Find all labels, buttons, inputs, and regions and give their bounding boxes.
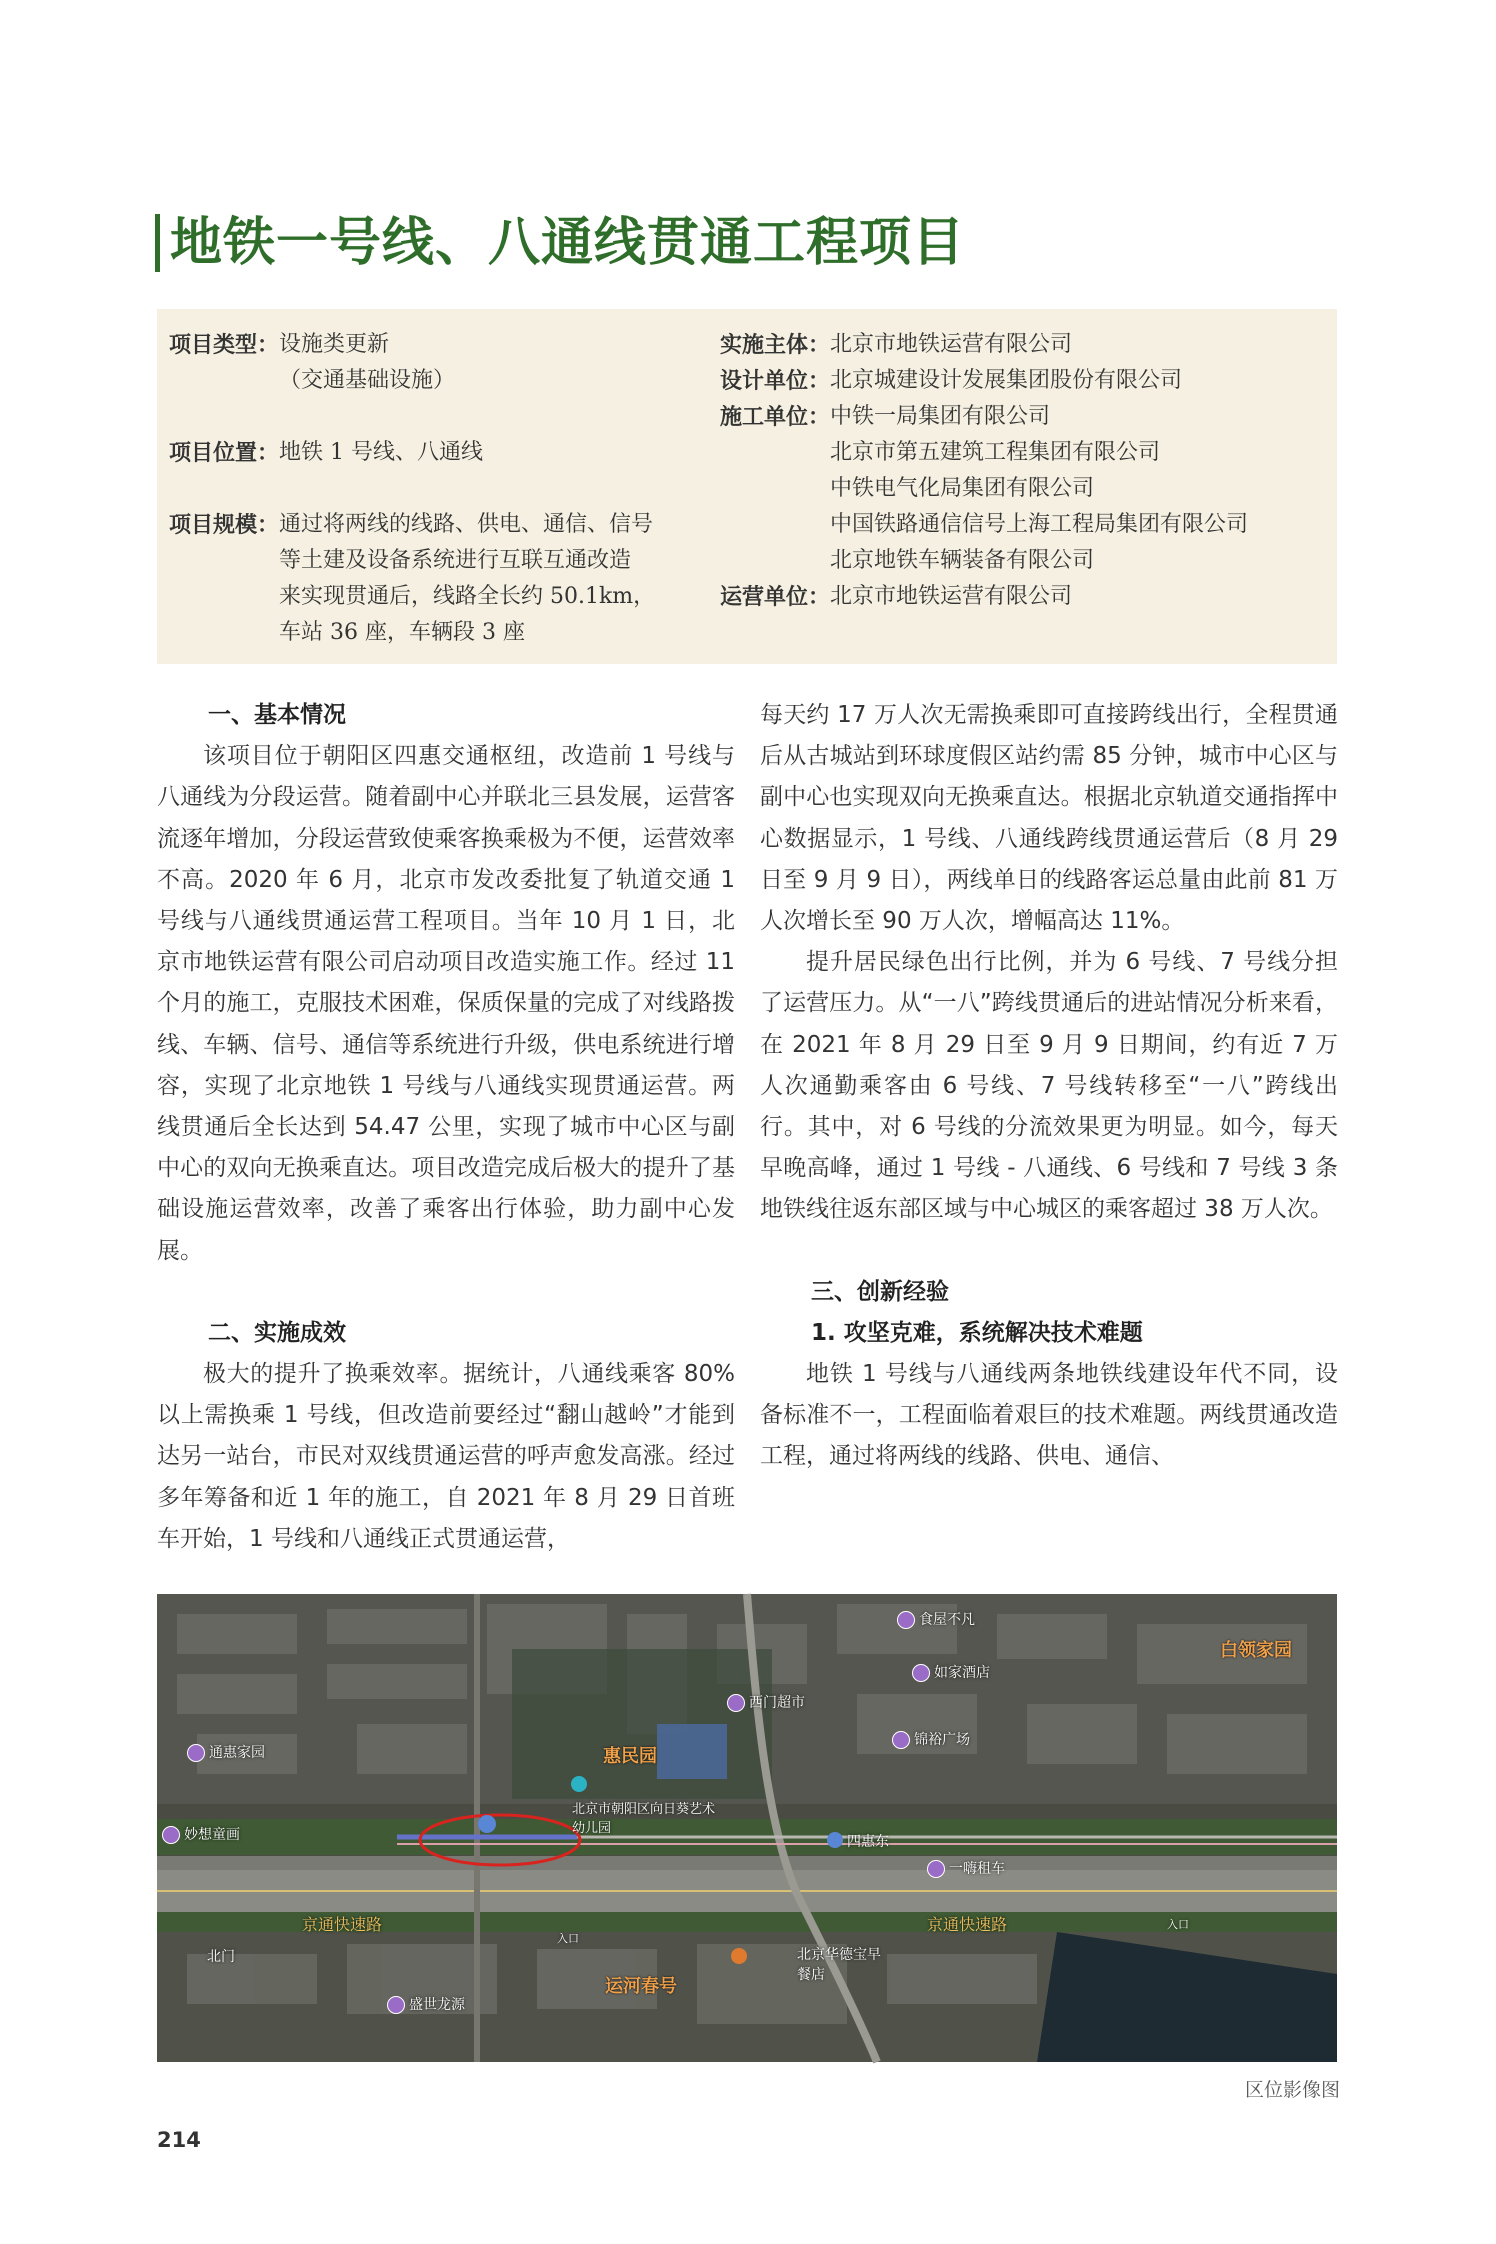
place-pin-icon <box>187 1744 205 1762</box>
map-label: 京通快速路 <box>302 1915 383 1934</box>
school-pin-icon <box>162 1826 180 1844</box>
info-value: 中国铁路通信信号上海工程局集团有限公司 <box>830 512 1249 537</box>
section-heading: 三、创新经验 <box>811 1278 949 1305</box>
shop-pin-icon <box>727 1694 745 1712</box>
info-value: 北京市地铁运营有限公司 <box>830 332 1073 357</box>
paragraph: 该项目位于朝阳区四惠交通枢纽，改造前 1 号线与八通线为分段运营。随着副中心并联北三县发展，运营客流逐年增加，分段运营致使乘客换乘极为不便，运营效率不高。2020 年 6 月，北京市发改委批复了轨道交通 1 号线与八通线贯通运营工程项目。当年 10 月 1 日，北京市地铁运营有限公司启动项目改造实施工作。经过 11 个月的施工，克服技术困难，保质保量的完成了对线路拨线、车辆、信号、通信等系统进行升级，供电系统进行增容，实现了北京地铁 1 号线与八通线实现贯通运营。两线贯通后全长达到 54.47 公里，实现了城市中心区与副中心的双向无换乘直达。项目改造完成后极大的提升了基础设施运营效率，改善了乘客出行体验，助力副中心发展。 <box>157 743 735 1264</box>
image-caption: 区位影像图 <box>1244 2079 1340 2101</box>
title-accent-bar <box>155 214 160 272</box>
info-value: 北京市地铁运营有限公司 <box>830 584 1073 609</box>
map-label: 西门超市 <box>727 1692 805 1712</box>
paragraph-continued: 每天约 17 万人次无需换乘即可直接跨线出行，全程贯通后从古城站到环球度假区站约需 85 分钟，城市中心区与副中心也实现双向无换乘直达。根据北京轨道交通指挥中心数据显示，1 号线、八通线跨线贯通运营后（8 月 29 日至 9 月 9 日），两线单日的线路客运总量由此前 81 万人次增长至 90 万人次，增幅高达 11%。 <box>760 702 1338 935</box>
mall-pin-icon <box>892 1731 910 1749</box>
info-row-builder <box>720 399 1330 579</box>
page-title: 地铁一号线、八通线贯通工程项目 <box>170 212 966 273</box>
info-label: 设计单位： <box>720 368 831 394</box>
info-value: 中铁电气化局集团有限公司 <box>830 476 1095 501</box>
location-satellite-map <box>157 1594 1337 2062</box>
section-heading: 一、基本情况 <box>208 702 346 728</box>
info-value: 设施类更新 <box>279 332 390 357</box>
map-label: 一嗨租车 <box>927 1858 1005 1878</box>
map-label: 京通快速路 <box>927 1915 1008 1934</box>
text-column-right <box>760 695 1338 1478</box>
info-label: 施工单位： <box>720 404 831 430</box>
info-value: 等土建及设备系统进行互联互通改造 <box>279 548 632 573</box>
info-left-column <box>169 327 729 651</box>
info-row-implementer <box>720 327 1330 363</box>
info-row-scale <box>169 507 729 651</box>
map-graphic <box>157 1594 1337 2062</box>
text-column-left <box>157 695 735 1552</box>
info-value: （交通基础设施） <box>279 368 456 393</box>
info-value: 通过将两线的线路、供电、通信、信号 <box>279 512 654 537</box>
map-label: 运河春号 <box>605 1976 677 1997</box>
info-right-column <box>720 327 1330 615</box>
title-block <box>155 212 965 274</box>
subsection-heading: 1. 攻坚克难，系统解决技术难题 <box>811 1319 1143 1346</box>
info-row-type <box>169 327 729 399</box>
map-label: 妙想童画 <box>162 1824 240 1844</box>
info-label: 项目规模： <box>169 512 280 538</box>
map-label: 惠民园 <box>603 1746 657 1767</box>
map-label: 如家酒店 <box>912 1662 990 1682</box>
info-label: 实施主体： <box>720 332 831 358</box>
page-number: 214 <box>157 2128 201 2152</box>
info-value: 地铁 1 号线、八通线 <box>279 440 483 465</box>
info-value: 北京城建设计发展集团股份有限公司 <box>830 368 1183 393</box>
map-label: 食屋不凡 <box>897 1609 975 1629</box>
paragraph: 提升居民绿色出行比例，并为 6 号线、7 号线分担了运营压力。从“一八”跨线贯通后的进站情况分析来看，在 2021 年 8 月 29 日至 9 月 9 日期间，约有近 7 万人次通勤乘客由 6 号线、7 号线转移至“一八”跨线出行。其中，对 6 号线的分流效果更为明显。如今，每天早晚高峰，通过 1 号线 - 八通线、6 号线和 7 号线 3 条地铁线往返东部区域与中心城区的乘客超过 38 万人次。 <box>760 949 1338 1223</box>
map-label: 通惠家园 <box>187 1742 265 1762</box>
map-label: 四惠东 <box>847 1834 889 1850</box>
info-row-location <box>169 435 729 471</box>
info-value: 北京市第五建筑工程集团有限公司 <box>830 440 1161 465</box>
map-label: 北京市朝阳区向日葵艺术幼儿园 <box>572 1802 716 1836</box>
info-label: 项目位置： <box>169 440 280 466</box>
info-value: 来实现贯通后，线路全长约 50.1km， <box>279 584 656 609</box>
paragraph: 极大的提升了换乘效率。据统计，八通线乘客 80% 以上需换乘 1 号线，但改造前要经过“翻山越岭”才能到达另一站台，市民对双线贯通运营的呼声愈发高涨。经过多年筹备和近 1 年的施工，自 2021 年 8 月 29 日首班车开始，1 号线和八通线正式贯通运营， <box>157 1361 735 1552</box>
info-value: 北京地铁车辆装备有限公司 <box>830 548 1095 573</box>
place-pin-icon <box>387 1996 405 2014</box>
food-pin-icon <box>897 1611 915 1629</box>
info-row-operator <box>720 579 1330 615</box>
map-label: 入口 <box>557 1932 579 1945</box>
map-label: 白领家园 <box>1220 1640 1292 1661</box>
car-pin-icon <box>927 1860 945 1878</box>
paragraph: 地铁 1 号线与八通线两条地铁线建设年代不同，设备标准不一，工程面临着艰巨的技术难题。两线贯通改造工程，通过将两线的线路、供电、通信、 <box>760 1361 1338 1470</box>
info-label: 项目类型： <box>169 332 280 358</box>
hotel-pin-icon <box>912 1664 930 1682</box>
info-value: 车站 36 座，车辆段 3 座 <box>279 620 525 645</box>
map-label: 锦裕广场 <box>892 1729 970 1749</box>
map-label: 北门 <box>207 1949 235 1965</box>
map-label: 盛世龙源 <box>387 1994 465 2014</box>
info-label: 运营单位： <box>720 584 831 610</box>
project-info-box <box>157 309 1337 664</box>
map-label: 北京华德宝早餐店 <box>797 1947 881 1983</box>
info-value: 中铁一局集团有限公司 <box>830 404 1051 429</box>
section-heading: 二、实施成效 <box>208 1319 346 1346</box>
info-row-designer <box>720 363 1330 399</box>
map-label: 入口 <box>1167 1918 1189 1931</box>
